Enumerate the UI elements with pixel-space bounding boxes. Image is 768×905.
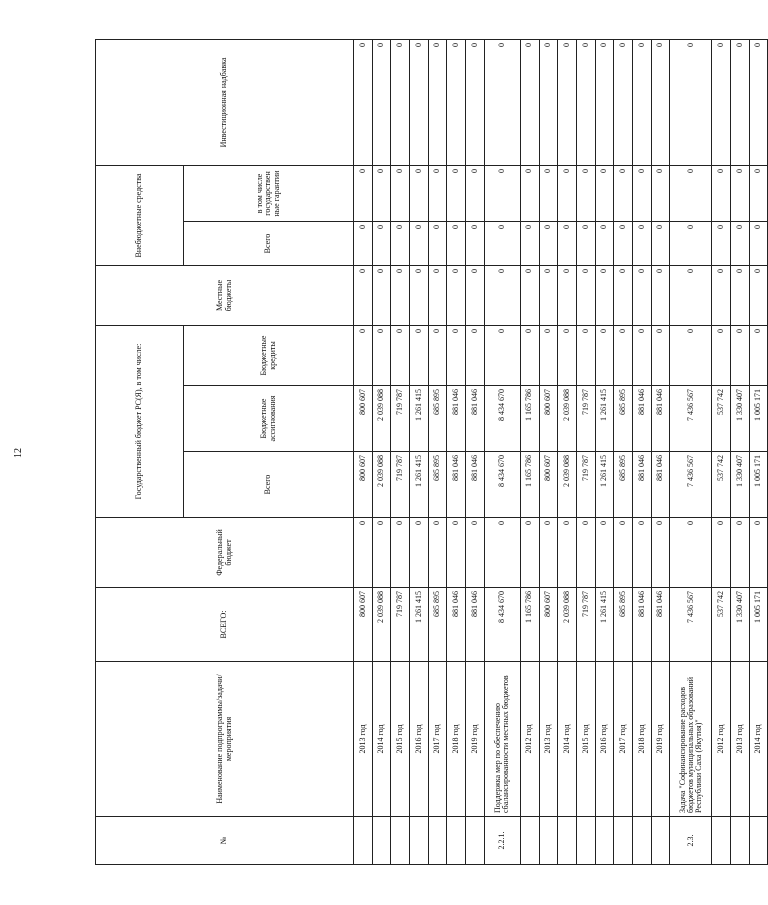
- cell-invest: 0: [595, 39, 614, 165]
- cell-local: 0: [354, 266, 373, 326]
- cell-local: 0: [372, 266, 391, 326]
- cell-state-total: 881 046: [651, 452, 670, 518]
- cell-total: 719 787: [576, 588, 595, 662]
- cell-off-guarantee: 0: [466, 165, 485, 221]
- row-number: [576, 817, 595, 865]
- cell-state-alloc: 1 330 407: [731, 386, 750, 452]
- cell-off-total: 0: [484, 222, 520, 266]
- cell-invest: 0: [670, 39, 712, 165]
- cell-federal: 0: [520, 518, 539, 588]
- row-name: 2018 год: [447, 662, 466, 817]
- table-row: [372, 39, 391, 864]
- cell-local: 0: [614, 266, 633, 326]
- cell-local: 0: [484, 266, 520, 326]
- cell-federal: 0: [428, 518, 447, 588]
- table-row: [576, 39, 595, 864]
- cell-state-credit: 0: [428, 326, 447, 386]
- cell-state-alloc: 1 005 171: [749, 386, 768, 452]
- row-name: 2013 год: [731, 662, 750, 817]
- cell-local: 0: [466, 266, 485, 326]
- cell-off-guarantee: 0: [372, 165, 391, 221]
- row-number: [651, 817, 670, 865]
- cell-state-total: 881 046: [447, 452, 466, 518]
- cell-state-total: 719 787: [391, 452, 410, 518]
- row-name: 2017 год: [614, 662, 633, 817]
- cell-local: 0: [670, 266, 712, 326]
- cell-federal: 0: [632, 518, 651, 588]
- cell-total: 685 895: [614, 588, 633, 662]
- row-number: [372, 817, 391, 865]
- cell-off-guarantee: 0: [410, 165, 429, 221]
- cell-state-credit: 0: [410, 326, 429, 386]
- table-row: [614, 39, 633, 864]
- cell-federal: 0: [651, 518, 670, 588]
- cell-state-alloc: 800 607: [354, 386, 373, 452]
- header-offbudget: Внебюджетные средства: [96, 165, 184, 265]
- cell-local: 0: [595, 266, 614, 326]
- cell-off-guarantee: 0: [731, 165, 750, 221]
- cell-total: 2 039 088: [558, 588, 577, 662]
- cell-off-guarantee: 0: [520, 165, 539, 221]
- cell-state-alloc: 881 046: [651, 386, 670, 452]
- row-number: [391, 817, 410, 865]
- row-name: Задача "Софинансирование расходов бюджетов муниципальных образований Республики Саха (Якутия)": [670, 662, 712, 817]
- cell-state-credit: 0: [354, 326, 373, 386]
- cell-local: 0: [428, 266, 447, 326]
- cell-federal: 0: [576, 518, 595, 588]
- row-number: [428, 817, 447, 865]
- row-name: 2014 год: [372, 662, 391, 817]
- cell-invest: 0: [749, 39, 768, 165]
- row-name: 2013 год: [354, 662, 373, 817]
- header-state-alloc: Бюджетные ассигнования: [184, 386, 354, 452]
- row-number: 2.3.: [670, 817, 712, 865]
- cell-state-alloc: 7 436 567: [670, 386, 712, 452]
- row-number: [632, 817, 651, 865]
- cell-off-total: 0: [391, 222, 410, 266]
- cell-total: 881 046: [632, 588, 651, 662]
- cell-invest: 0: [712, 39, 731, 165]
- cell-total: 800 607: [539, 588, 558, 662]
- row-name: 2012 год: [712, 662, 731, 817]
- row-name: Поддержка мер по обеспечению сбалансированности местных бюджетов: [484, 662, 520, 817]
- cell-state-alloc: 881 046: [447, 386, 466, 452]
- cell-state-credit: 0: [391, 326, 410, 386]
- table-row: [749, 39, 768, 864]
- cell-federal: 0: [354, 518, 373, 588]
- cell-state-total: 8 434 670: [484, 452, 520, 518]
- cell-state-total: 1 330 407: [731, 452, 750, 518]
- row-name: 2014 год: [558, 662, 577, 817]
- table-row: [595, 39, 614, 864]
- cell-state-alloc: 685 895: [614, 386, 633, 452]
- cell-state-alloc: 2 039 088: [372, 386, 391, 452]
- header-name: Наименование подпрограммы/задачи/мероприятия: [96, 662, 354, 817]
- cell-total: 1 330 407: [731, 588, 750, 662]
- row-number: [539, 817, 558, 865]
- cell-state-total: 800 607: [539, 452, 558, 518]
- cell-local: 0: [410, 266, 429, 326]
- row-name: 2012 год: [520, 662, 539, 817]
- cell-state-credit: 0: [731, 326, 750, 386]
- cell-state-credit: 0: [712, 326, 731, 386]
- cell-invest: 0: [354, 39, 373, 165]
- cell-federal: 0: [558, 518, 577, 588]
- cell-invest: 0: [466, 39, 485, 165]
- cell-invest: 0: [576, 39, 595, 165]
- budget-table: [95, 39, 768, 865]
- cell-off-total: 0: [558, 222, 577, 266]
- cell-federal: 0: [731, 518, 750, 588]
- row-number: [354, 817, 373, 865]
- table-row: [466, 39, 485, 864]
- cell-total: 800 607: [354, 588, 373, 662]
- cell-state-total: 1 261 415: [595, 452, 614, 518]
- cell-total: 881 046: [466, 588, 485, 662]
- cell-state-total: 881 046: [632, 452, 651, 518]
- header-off-total: Всего: [184, 222, 354, 266]
- cell-federal: 0: [447, 518, 466, 588]
- cell-off-guarantee: 0: [354, 165, 373, 221]
- cell-state-total: 1 165 786: [520, 452, 539, 518]
- cell-off-guarantee: 0: [749, 165, 768, 221]
- cell-total: 537 742: [712, 588, 731, 662]
- header-total: ВСЕГО:: [96, 588, 354, 662]
- row-number: [410, 817, 429, 865]
- row-name: 2013 год: [539, 662, 558, 817]
- cell-state-credit: 0: [466, 326, 485, 386]
- cell-off-total: 0: [466, 222, 485, 266]
- cell-state-credit: 0: [614, 326, 633, 386]
- cell-off-total: 0: [447, 222, 466, 266]
- cell-state-credit: 0: [539, 326, 558, 386]
- cell-off-total: 0: [520, 222, 539, 266]
- cell-off-guarantee: 0: [614, 165, 633, 221]
- cell-state-alloc: 800 607: [539, 386, 558, 452]
- table-row: [354, 39, 373, 864]
- cell-invest: 0: [539, 39, 558, 165]
- cell-invest: 0: [651, 39, 670, 165]
- cell-total: 2 039 088: [372, 588, 391, 662]
- cell-state-total: 685 895: [614, 452, 633, 518]
- cell-total: 881 046: [651, 588, 670, 662]
- cell-federal: 0: [391, 518, 410, 588]
- header-number: №: [96, 817, 354, 865]
- cell-invest: 0: [731, 39, 750, 165]
- cell-federal: 0: [670, 518, 712, 588]
- cell-total: 881 046: [447, 588, 466, 662]
- row-name: 2019 год: [651, 662, 670, 817]
- header-state-total: Всего: [184, 452, 354, 518]
- cell-off-total: 0: [614, 222, 633, 266]
- cell-invest: 0: [614, 39, 633, 165]
- cell-state-alloc: 719 787: [576, 386, 595, 452]
- cell-state-credit: 0: [558, 326, 577, 386]
- cell-invest: 0: [632, 39, 651, 165]
- cell-invest: 0: [372, 39, 391, 165]
- cell-federal: 0: [372, 518, 391, 588]
- cell-invest: 0: [558, 39, 577, 165]
- cell-total: 1 005 171: [749, 588, 768, 662]
- cell-invest: 0: [391, 39, 410, 165]
- row-number: [595, 817, 614, 865]
- cell-invest: 0: [428, 39, 447, 165]
- row-name: 2015 год: [576, 662, 595, 817]
- cell-state-credit: 0: [372, 326, 391, 386]
- table-body: [354, 39, 768, 864]
- cell-invest: 0: [484, 39, 520, 165]
- cell-total: 685 895: [428, 588, 447, 662]
- header-state-credit: Бюджетные кредиты: [184, 326, 354, 386]
- cell-off-total: 0: [712, 222, 731, 266]
- cell-off-guarantee: 0: [670, 165, 712, 221]
- cell-federal: 0: [410, 518, 429, 588]
- row-number: [447, 817, 466, 865]
- cell-off-guarantee: 0: [595, 165, 614, 221]
- row-name: 2016 год: [595, 662, 614, 817]
- cell-off-guarantee: 0: [447, 165, 466, 221]
- cell-off-guarantee: 0: [484, 165, 520, 221]
- cell-total: 1 165 786: [520, 588, 539, 662]
- cell-state-credit: 0: [749, 326, 768, 386]
- table-row: [712, 39, 731, 864]
- cell-off-guarantee: 0: [651, 165, 670, 221]
- cell-state-alloc: 881 046: [632, 386, 651, 452]
- cell-state-alloc: 537 742: [712, 386, 731, 452]
- row-number: [466, 817, 485, 865]
- cell-off-total: 0: [731, 222, 750, 266]
- row-number: [749, 817, 768, 865]
- cell-off-total: 0: [670, 222, 712, 266]
- row-number: [731, 817, 750, 865]
- cell-state-total: 1 261 415: [410, 452, 429, 518]
- table-row: [520, 39, 539, 864]
- row-number: 2.2.1.: [484, 817, 520, 865]
- cell-federal: 0: [614, 518, 633, 588]
- cell-off-guarantee: 0: [558, 165, 577, 221]
- cell-total: 1 261 415: [410, 588, 429, 662]
- cell-off-guarantee: 0: [632, 165, 651, 221]
- cell-total: 719 787: [391, 588, 410, 662]
- cell-off-total: 0: [632, 222, 651, 266]
- cell-state-total: 2 039 088: [558, 452, 577, 518]
- cell-state-total: 719 787: [576, 452, 595, 518]
- cell-state-alloc: 881 046: [466, 386, 485, 452]
- cell-state-credit: 0: [447, 326, 466, 386]
- cell-off-total: 0: [595, 222, 614, 266]
- cell-state-total: 2 039 088: [372, 452, 391, 518]
- row-number: [520, 817, 539, 865]
- cell-local: 0: [539, 266, 558, 326]
- cell-invest: 0: [520, 39, 539, 165]
- table-row: [447, 39, 466, 864]
- cell-state-total: 685 895: [428, 452, 447, 518]
- table-row: [651, 39, 670, 864]
- cell-off-total: 0: [576, 222, 595, 266]
- cell-invest: 0: [447, 39, 466, 165]
- cell-off-guarantee: 0: [539, 165, 558, 221]
- cell-local: 0: [632, 266, 651, 326]
- cell-off-total: 0: [651, 222, 670, 266]
- header-invest: Инвестиционная надбавка: [96, 39, 354, 165]
- cell-state-alloc: 2 039 088: [558, 386, 577, 452]
- cell-off-total: 0: [428, 222, 447, 266]
- table-row: [428, 39, 447, 864]
- cell-state-total: 537 742: [712, 452, 731, 518]
- cell-state-credit: 0: [651, 326, 670, 386]
- cell-state-credit: 0: [576, 326, 595, 386]
- table-row: [484, 39, 520, 864]
- cell-off-total: 0: [539, 222, 558, 266]
- row-number: [558, 817, 577, 865]
- cell-local: 0: [391, 266, 410, 326]
- cell-state-alloc: 8 434 670: [484, 386, 520, 452]
- table-row: [632, 39, 651, 864]
- page-number: 12: [13, 448, 24, 458]
- row-name: 2015 год: [391, 662, 410, 817]
- cell-federal: 0: [484, 518, 520, 588]
- cell-off-total: 0: [354, 222, 373, 266]
- cell-federal: 0: [539, 518, 558, 588]
- cell-local: 0: [749, 266, 768, 326]
- row-name: 2019 год: [466, 662, 485, 817]
- cell-state-total: 881 046: [466, 452, 485, 518]
- cell-state-credit: 0: [520, 326, 539, 386]
- cell-state-credit: 0: [670, 326, 712, 386]
- row-number: [614, 817, 633, 865]
- cell-local: 0: [520, 266, 539, 326]
- cell-total: 1 261 415: [595, 588, 614, 662]
- row-name: 2014 год: [749, 662, 768, 817]
- cell-state-alloc: 1 261 415: [410, 386, 429, 452]
- cell-federal: 0: [595, 518, 614, 588]
- row-name: 2016 год: [410, 662, 429, 817]
- cell-state-total: 1 005 171: [749, 452, 768, 518]
- header-off-guarantee: в том числе государствен ные гарантии: [184, 165, 354, 221]
- cell-off-guarantee: 0: [391, 165, 410, 221]
- row-name: 2018 год: [632, 662, 651, 817]
- header-federal: Федеральный бюджет: [96, 518, 354, 588]
- cell-total: 8 434 670: [484, 588, 520, 662]
- cell-federal: 0: [712, 518, 731, 588]
- cell-state-total: 800 607: [354, 452, 373, 518]
- cell-federal: 0: [466, 518, 485, 588]
- cell-invest: 0: [410, 39, 429, 165]
- cell-state-credit: 0: [632, 326, 651, 386]
- cell-local: 0: [558, 266, 577, 326]
- cell-local: 0: [731, 266, 750, 326]
- cell-local: 0: [576, 266, 595, 326]
- cell-state-alloc: 1 165 786: [520, 386, 539, 452]
- cell-state-alloc: 719 787: [391, 386, 410, 452]
- table-row: [670, 39, 712, 864]
- cell-state-total: 7 436 567: [670, 452, 712, 518]
- cell-local: 0: [712, 266, 731, 326]
- row-number: [712, 817, 731, 865]
- cell-off-guarantee: 0: [576, 165, 595, 221]
- cell-local: 0: [651, 266, 670, 326]
- cell-state-alloc: 1 261 415: [595, 386, 614, 452]
- cell-off-total: 0: [372, 222, 391, 266]
- table-row: [558, 39, 577, 864]
- table-area: [95, 40, 763, 865]
- cell-off-total: 0: [749, 222, 768, 266]
- rotated-table-wrapper: [95, 40, 763, 865]
- cell-off-guarantee: 0: [428, 165, 447, 221]
- table-row: [731, 39, 750, 864]
- row-name: 2017 год: [428, 662, 447, 817]
- cell-total: 7 436 567: [670, 588, 712, 662]
- table-row: [410, 39, 429, 864]
- cell-state-credit: 0: [595, 326, 614, 386]
- cell-off-total: 0: [410, 222, 429, 266]
- cell-state-credit: 0: [484, 326, 520, 386]
- table-row: [391, 39, 410, 864]
- header-state-budget: Государственный бюджет РС(Я), в том числе:: [96, 326, 184, 518]
- cell-federal: 0: [749, 518, 768, 588]
- cell-off-guarantee: 0: [712, 165, 731, 221]
- header-local: Местные бюджеты: [96, 266, 354, 326]
- table-row: [539, 39, 558, 864]
- cell-local: 0: [447, 266, 466, 326]
- cell-state-alloc: 685 895: [428, 386, 447, 452]
